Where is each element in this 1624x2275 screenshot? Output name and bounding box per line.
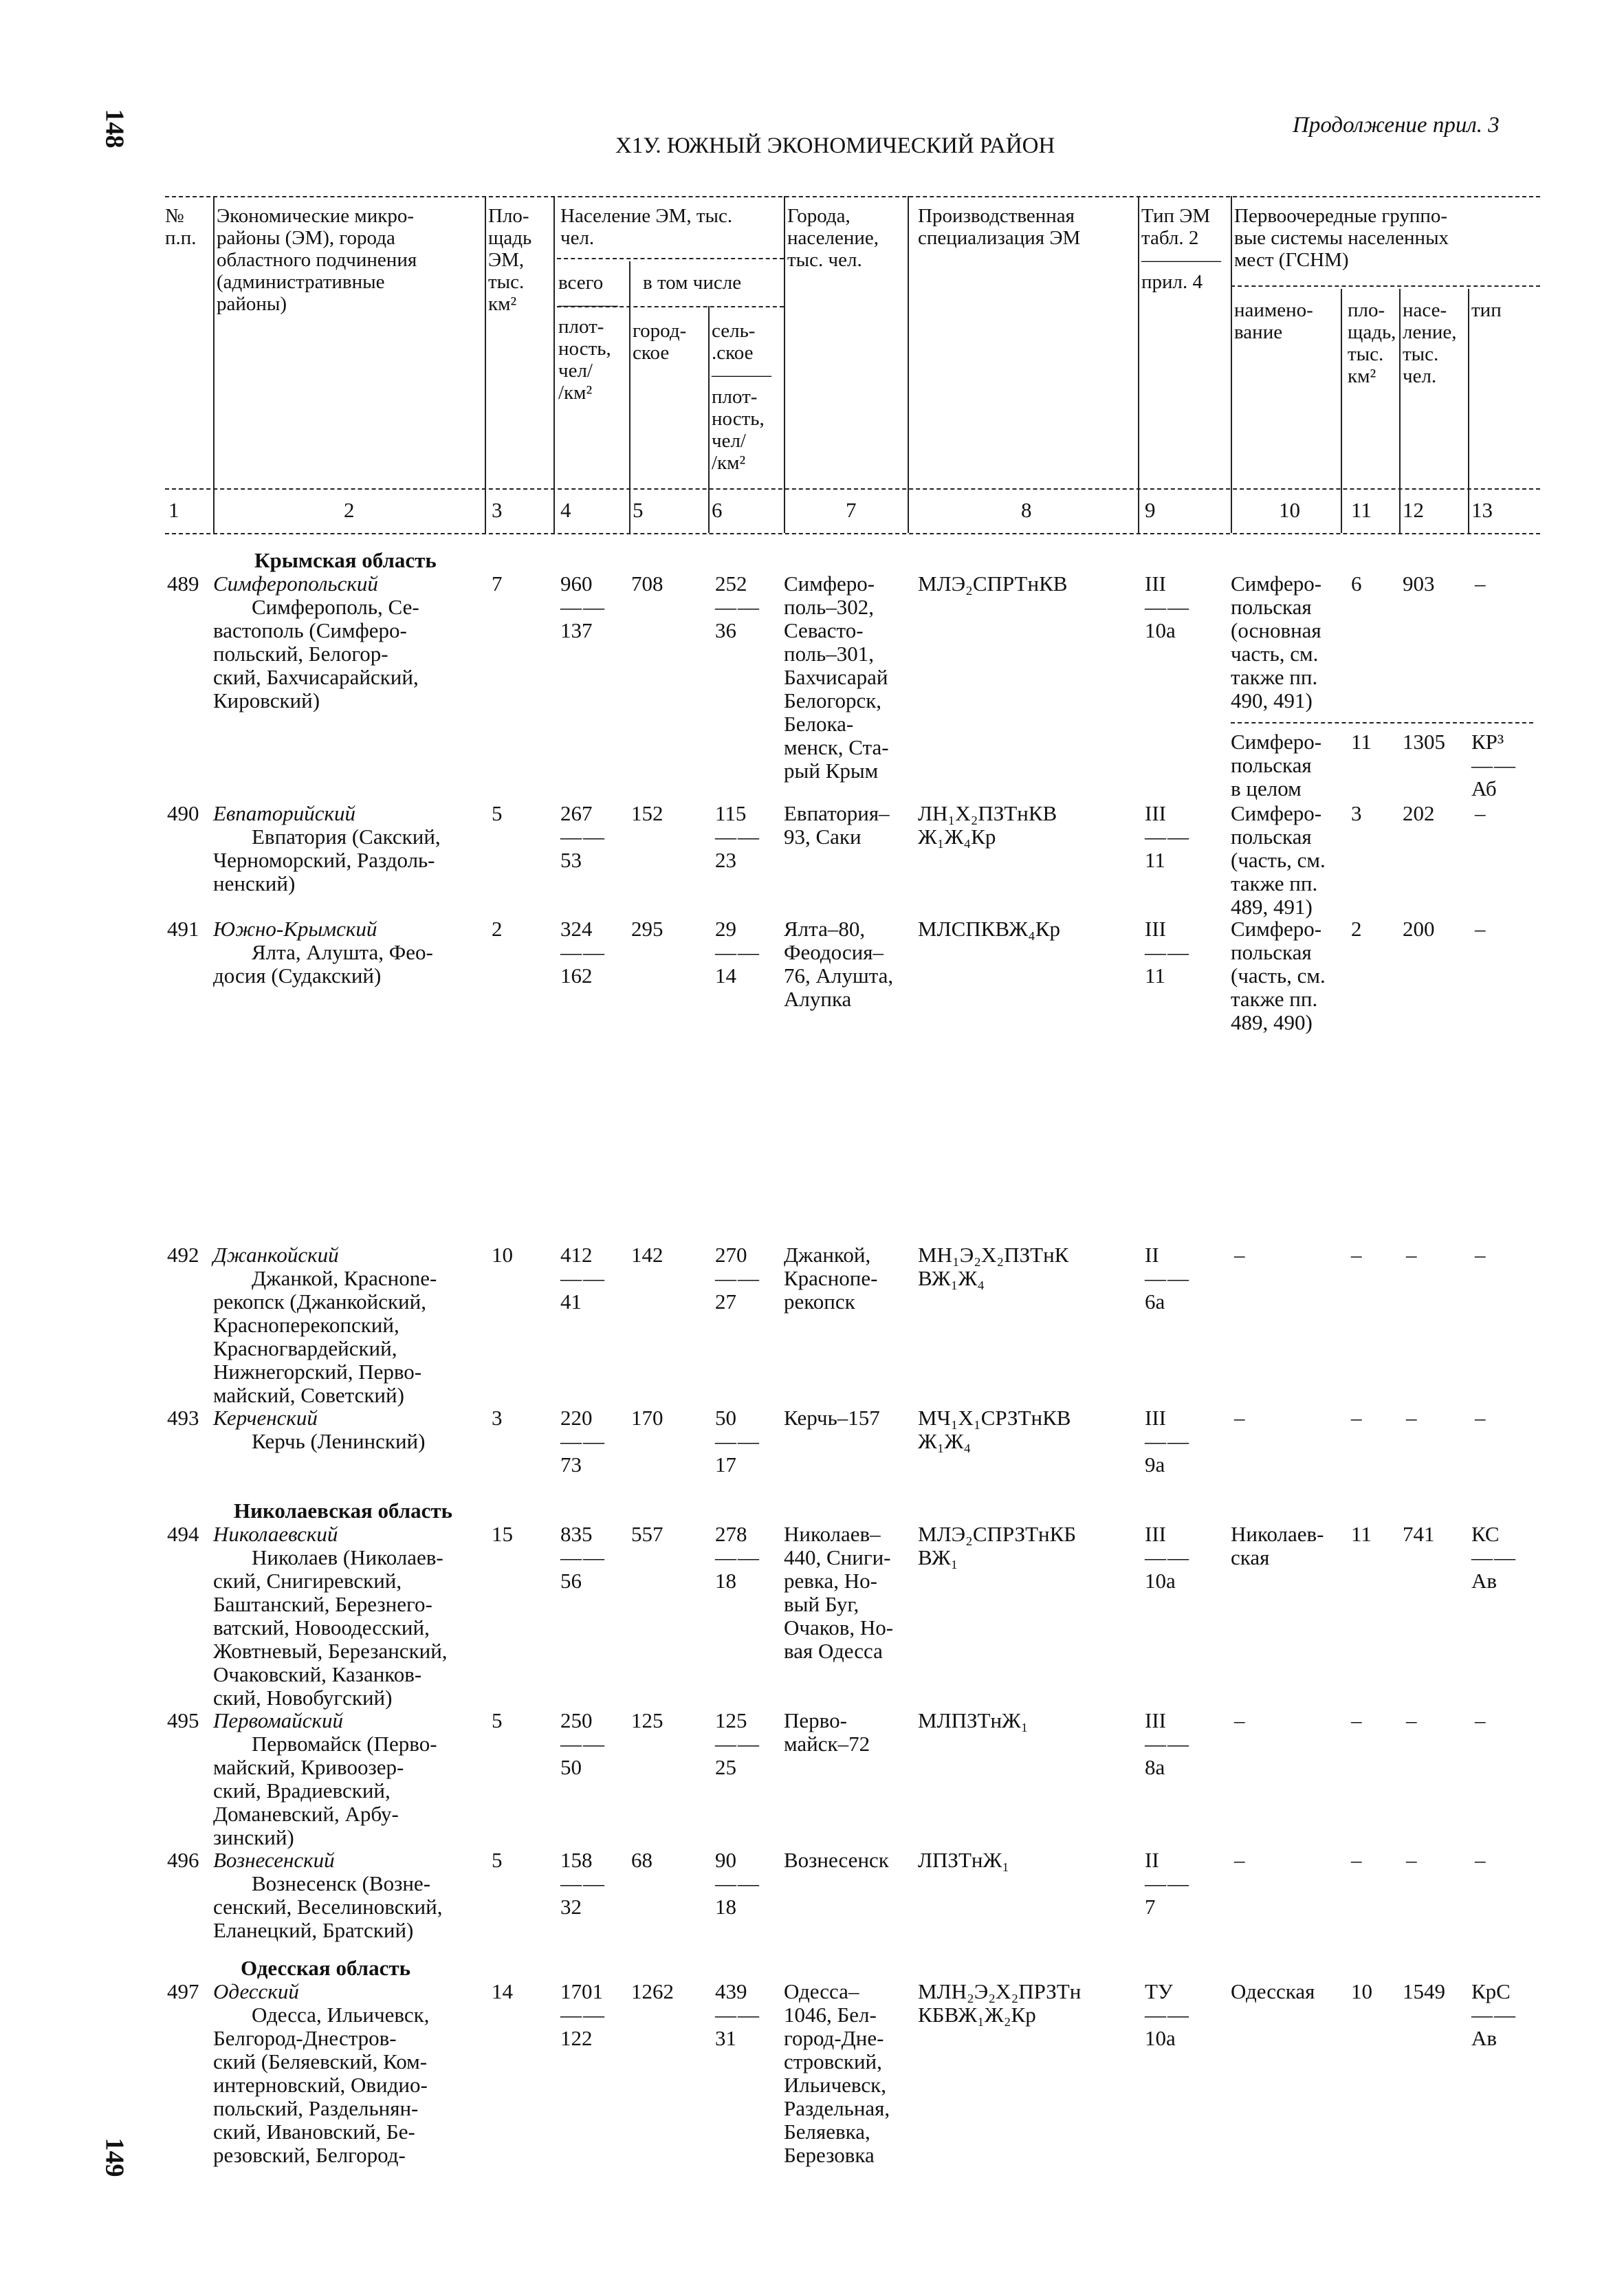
- em-type-fraction: [1145, 1709, 1190, 1779]
- population-total: 324: [560, 917, 593, 941]
- fraction-bar: ——: [1145, 1871, 1190, 1895]
- col-header-gsnm-pop: насе- ление, тыс. чел.: [1403, 299, 1457, 387]
- em-type-fraction: [1145, 917, 1190, 988]
- rural-population: 252: [715, 572, 747, 596]
- fraction-bar: ——: [560, 940, 606, 964]
- gsnm-type: –: [1475, 1243, 1486, 1267]
- em-type: II: [1145, 1243, 1159, 1267]
- gsnm-type-sub: Аб: [1471, 776, 1497, 801]
- fraction-bar: ——: [1471, 753, 1517, 777]
- gsnm-name: Николаев- ская: [1231, 1522, 1324, 1569]
- area-value: 7: [492, 572, 503, 596]
- microregion-name: Николаевский: [213, 1522, 338, 1546]
- col-sep-11: [1399, 289, 1401, 533]
- rural-density: 14: [715, 964, 736, 988]
- rural-population: 115: [715, 801, 747, 825]
- col-sep-6: [784, 196, 785, 533]
- gsnm-type: –: [1475, 1708, 1486, 1732]
- population-total: 1701: [560, 1979, 603, 2003]
- em-type: III: [1145, 801, 1166, 825]
- em-type-fraction: [1145, 1243, 1190, 1314]
- em-type: II: [1145, 1848, 1159, 1872]
- fraction-bar: ——: [1145, 1545, 1190, 1569]
- rural-population: 125: [715, 1708, 747, 1732]
- population-density: 53: [560, 848, 582, 872]
- urban-population: 708: [631, 572, 663, 596]
- row-number: 492: [167, 1243, 199, 1267]
- rural-density: 17: [715, 1452, 736, 1477]
- em-type-fraction: [1145, 802, 1190, 872]
- page-title: X1У. ЮЖНЫЙ ЭКОНОМИЧЕСКИЙ РАЙОН: [615, 133, 1055, 158]
- fraction-bar: ——: [715, 940, 760, 964]
- area-value: 5: [492, 1708, 503, 1732]
- gsnm-population: –: [1406, 1406, 1417, 1430]
- gsnm-name: Симферо- польская (часть, см. также пп. 489, 491): [1231, 801, 1326, 919]
- em-type-table: 6а: [1145, 1289, 1165, 1314]
- fraction-bar: ——: [560, 1429, 606, 1453]
- gsnm-area: 3: [1351, 801, 1362, 825]
- gsnm-type: КС: [1471, 1522, 1500, 1546]
- colnum-bottom-rule: [165, 533, 1540, 534]
- col-header-microregions: Экономические микро- районы (ЭМ), города областного подчинения (административные районы): [217, 205, 417, 315]
- col-sep-12: [1468, 289, 1469, 533]
- continuation-note: Продолжение прил. 3: [1293, 113, 1500, 138]
- col-header-gsnm-type: тип: [1471, 299, 1502, 321]
- area-value: 2: [492, 917, 503, 941]
- fraction-bar: ——: [560, 1732, 606, 1756]
- rural-density: 18: [715, 1895, 736, 1919]
- specialization: МЛСПКВЖ₄Кр: [918, 917, 1060, 941]
- gsnm-name: Симферо- польская в целом: [1231, 730, 1322, 801]
- population-density-fraction: [560, 917, 606, 988]
- gsnm-type: –: [1475, 572, 1486, 596]
- page-number-149: 149: [100, 2137, 129, 2177]
- col-header-gsnm-group: Первоочередные группо- вые системы населенных мест (ГСНМ): [1234, 205, 1449, 271]
- population-density-fraction: [560, 1523, 606, 1593]
- fraction-bar: ——: [560, 1266, 606, 1290]
- rural-density-fraction: [715, 572, 760, 642]
- col-sep-8: [1138, 196, 1139, 533]
- gsnm-name: Симферо- польская (часть, см. также пп. 489, 490): [1231, 917, 1326, 1034]
- population-density-fraction: [560, 802, 606, 872]
- section-heading: Крымская область: [254, 548, 437, 572]
- cities-list: Вознесенск: [784, 1848, 889, 1872]
- em-type: III: [1145, 1406, 1166, 1430]
- population-total: 835: [560, 1522, 593, 1546]
- microregion-name: Симферопольский: [213, 572, 378, 596]
- col-sep-1: [213, 196, 215, 533]
- col-sep-5: [708, 306, 710, 533]
- microregion-name: Евпаторийский: [213, 801, 356, 825]
- em-type-table: 10а: [1145, 618, 1176, 642]
- gsnm-type-sub: Ав: [1471, 2026, 1497, 2050]
- specialization: МЛПЗТнЖ₁: [918, 1708, 1029, 1732]
- microregion-description: Симферополь, Се- вастополь (Симферо- польский, Белогор- ский, Бахчисарайский, Кировский): [213, 595, 419, 712]
- gsnm-name: Симферо- польская (основная часть, см. также пп. 490, 491): [1231, 572, 1322, 712]
- em-type: III: [1145, 572, 1166, 596]
- row-number: 493: [167, 1406, 199, 1430]
- row-number: 489: [167, 572, 199, 596]
- fraction-bar: ——: [715, 2003, 760, 2027]
- em-type-table: 11: [1145, 964, 1165, 988]
- fraction-bar: ——: [715, 1871, 760, 1895]
- specialization: МЛЭ₂СПРТнКВ: [918, 572, 1068, 596]
- rural-density: 18: [715, 1569, 736, 1593]
- fraction-bar: ——: [560, 1871, 606, 1895]
- microregion-name: Джанкойский: [213, 1243, 339, 1267]
- table-top-rule: [165, 196, 1540, 197]
- row-number: 497: [167, 1979, 199, 2003]
- em-type: III: [1145, 1708, 1166, 1732]
- col-header-rural: сель- .ское ——— плот- ность, чел/ /км²: [712, 320, 771, 474]
- em-type-table: 8а: [1145, 1755, 1165, 1779]
- col-sep-3: [553, 196, 555, 533]
- rural-population: 29: [715, 917, 736, 941]
- em-type-fraction: [1145, 1523, 1190, 1593]
- col-header-gsnm-area: пло- щадь, тыс. км²: [1348, 299, 1396, 387]
- area-value: 14: [492, 1979, 513, 2003]
- gsnm-population: –: [1406, 1848, 1417, 1872]
- rural-density: 23: [715, 848, 736, 872]
- population-density-fraction: [560, 572, 606, 642]
- section-heading: Одесская область: [241, 1956, 410, 1980]
- fraction-bar: ——: [560, 1545, 606, 1569]
- rural-density-fraction: [715, 1243, 760, 1314]
- rural-density-fraction: [715, 802, 760, 872]
- cities-list: Николаев– 440, Сниги- ревка, Но- вый Буг, Очаков, Но- вая Одесса: [784, 1522, 894, 1663]
- gsnm-type-fraction: [1471, 730, 1517, 801]
- gsnm-area: –: [1351, 1848, 1362, 1872]
- fraction-bar: ——: [1471, 2003, 1517, 2027]
- area-value: 3: [492, 1406, 503, 1430]
- gsnm-area: –: [1351, 1406, 1362, 1430]
- rural-population: 439: [715, 1979, 747, 2003]
- col-header-specialization: Производственная специализация ЭМ: [918, 205, 1081, 249]
- fraction-bar: ——: [715, 1545, 760, 1569]
- microregion-name: Одесский: [213, 1979, 299, 2003]
- microregion-name: Первомайский: [213, 1708, 344, 1732]
- cities-list: Джанкой, Краснопе- рекопск: [784, 1243, 878, 1314]
- gsnm-type: КрС: [1471, 1979, 1511, 2003]
- gsnm-type: –: [1475, 1848, 1486, 1872]
- microregion-name: Южно-Крымский: [213, 917, 377, 941]
- col-header-urban: город- ское: [633, 320, 687, 364]
- fraction-bar: ——: [715, 1429, 760, 1453]
- gsnm-divider: [1231, 722, 1533, 723]
- col-header-incl-group: в том числе: [643, 272, 742, 294]
- rural-density: 27: [715, 1289, 736, 1314]
- fraction-bar: ——: [715, 1732, 760, 1756]
- urban-population: 557: [631, 1522, 663, 1546]
- col-number: 10: [1279, 498, 1300, 522]
- area-value: 5: [492, 801, 503, 825]
- gsnm-name: –: [1234, 1848, 1245, 1872]
- em-type-fraction: [1145, 1849, 1190, 1919]
- population-total: 267: [560, 801, 593, 825]
- population-density-fraction: [560, 1849, 606, 1919]
- population-density: 73: [560, 1452, 582, 1477]
- cities-list: Керчь–157: [784, 1406, 880, 1430]
- gsnm-population: 200: [1403, 917, 1435, 941]
- gsnm-area: 11: [1351, 1522, 1372, 1546]
- rural-density: 36: [715, 618, 736, 642]
- gsnm-type: –: [1475, 801, 1486, 825]
- population-density: 50: [560, 1755, 582, 1779]
- population-density-fraction: [560, 1709, 606, 1779]
- population-density: 137: [560, 618, 593, 642]
- fraction-bar: ——: [1145, 1266, 1190, 1290]
- population-density-fraction: [560, 1406, 606, 1477]
- em-type: ТУ: [1145, 1979, 1173, 2003]
- gsnm-type: –: [1475, 917, 1486, 941]
- area-value: 5: [492, 1848, 503, 1872]
- specialization: ЛН₁Х₂ПЗТнКВ Ж₁Ж₄Кр: [918, 801, 1057, 849]
- em-type-table: 10а: [1145, 2026, 1176, 2050]
- col-header-cities: Города, население, тыс. чел.: [787, 205, 879, 271]
- col-sep-4: [629, 261, 630, 533]
- population-total: 412: [560, 1243, 593, 1267]
- row-number: 496: [167, 1848, 199, 1872]
- col-number: 3: [492, 498, 503, 522]
- population-density: 32: [560, 1895, 582, 1919]
- col-header-em-type: Тип ЭМ табл. 2 ———— прил. 4: [1141, 205, 1221, 293]
- fraction-bar: ——: [560, 825, 606, 849]
- fraction-bar: ——: [1145, 2003, 1190, 2027]
- col-sep-9: [1231, 196, 1232, 533]
- urban-population: 125: [631, 1708, 663, 1732]
- pop-group-rule: [557, 258, 784, 259]
- gsnm-area: –: [1351, 1708, 1362, 1732]
- col-number: 2: [344, 498, 355, 522]
- gsnm-name: Одесская: [1231, 1979, 1315, 2003]
- col-number: 4: [560, 498, 571, 522]
- rural-density-fraction: [715, 1849, 760, 1919]
- gsnm-area: 6: [1351, 572, 1362, 596]
- gsnm-type: КР³: [1471, 730, 1504, 754]
- section-heading: Николаевская область: [234, 1499, 452, 1523]
- fraction-bar: ——: [715, 825, 760, 849]
- gsnm-population: –: [1406, 1243, 1417, 1267]
- fraction-bar: ——: [560, 595, 606, 619]
- gsnm-group-rule: [1231, 285, 1540, 287]
- col-header-gsnm-name: наимено- вание: [1234, 299, 1313, 343]
- gsnm-name: –: [1234, 1708, 1245, 1732]
- row-number: 491: [167, 917, 199, 941]
- gsnm-area: 11: [1351, 730, 1372, 754]
- population-total: 158: [560, 1848, 593, 1872]
- gsnm-population: 202: [1403, 801, 1435, 825]
- col-header-population-total: всего ——— плот- ность, чел/ /км²: [558, 272, 618, 404]
- specialization: МЧ₁Х₁СРЗТнКВ Ж₁Ж₄: [918, 1406, 1071, 1453]
- population-density: 41: [560, 1289, 582, 1314]
- specialization: МН₁Э₂Х₂ПЗТнК ВЖ₁Ж₄: [918, 1243, 1069, 1290]
- header-bottom-rule: [165, 488, 1540, 490]
- fraction-bar: ——: [715, 1266, 760, 1290]
- urban-population: 68: [631, 1848, 652, 1872]
- microregion-description: Вознесенск (Возне- сенский, Веселиновский, Еланецкий, Братский): [213, 1871, 443, 1942]
- population-total: 960: [560, 572, 593, 596]
- em-type-table: 9а: [1145, 1452, 1165, 1477]
- col-number: 9: [1145, 498, 1156, 522]
- fraction-bar: ——: [1145, 825, 1190, 849]
- em-type-table: 10а: [1145, 1569, 1176, 1593]
- population-total: 220: [560, 1406, 593, 1430]
- fraction-bar: ——: [1145, 595, 1190, 619]
- population-total: 250: [560, 1708, 593, 1732]
- cities-list: Перво- майск–72: [784, 1708, 870, 1756]
- fraction-bar: ——: [1145, 1732, 1190, 1756]
- em-type-table: 11: [1145, 848, 1165, 872]
- em-type-fraction: [1145, 1406, 1190, 1477]
- rural-density-fraction: [715, 1980, 760, 2050]
- gsnm-type: –: [1475, 1406, 1486, 1430]
- urban-population: 170: [631, 1406, 663, 1430]
- em-type: III: [1145, 917, 1166, 941]
- col-sep-2: [485, 196, 486, 533]
- col-number: 13: [1471, 498, 1493, 522]
- area-value: 10: [492, 1243, 513, 1267]
- cities-list: Ялта–80, Феодосия– 76, Алушта, Алупка: [784, 917, 894, 1011]
- page-number-148: 148: [100, 109, 129, 149]
- microregion-description: Керчь (Ленинский): [252, 1429, 426, 1453]
- gsnm-population: 1305: [1403, 730, 1445, 754]
- population-density: 122: [560, 2026, 593, 2050]
- microregion-description: Евпатория (Сакский, Черноморский, Раздоль- ненский): [213, 825, 441, 895]
- col-number: 11: [1351, 498, 1372, 522]
- urban-population: 152: [631, 801, 663, 825]
- specialization: МЛЭ₂СПРЗТнКБ ВЖ₁: [918, 1522, 1077, 1569]
- fraction-bar: ——: [715, 595, 760, 619]
- em-type-fraction: [1145, 1980, 1190, 2050]
- col-number: 5: [633, 498, 644, 522]
- gsnm-population: –: [1406, 1708, 1417, 1732]
- col-header-number: № п.п.: [165, 205, 197, 249]
- fraction-bar: ——: [1471, 1545, 1517, 1569]
- col-number: 6: [712, 498, 723, 522]
- urban-population: 142: [631, 1243, 663, 1267]
- cities-list: Одесса– 1046, Бел- город-Дне- стровский, Ильичевск, Раздельная, Беляевка, Березовка: [784, 1979, 890, 2167]
- rural-density-fraction: [715, 917, 760, 988]
- rural-density: 31: [715, 2026, 736, 2050]
- gsnm-name: –: [1234, 1406, 1245, 1430]
- area-value: 15: [492, 1522, 513, 1546]
- col-number: 1: [168, 498, 179, 522]
- specialization: МЛН₂Э₂Х₂ПРЗТн КБВЖ₁Ж₂Кр: [918, 1979, 1082, 2027]
- row-number: 494: [167, 1522, 199, 1546]
- em-type-table: 7: [1145, 1895, 1156, 1919]
- rural-population: 50: [715, 1406, 736, 1430]
- microregion-name: Керченский: [213, 1406, 318, 1430]
- microregion-description: Джанкой, Красноnе- рекопск (Джанкойский, Красноперекопский, Красногвардейский, Нижнегорский, Перво- майский, Советский): [213, 1266, 437, 1407]
- gsnm-area: –: [1351, 1243, 1362, 1267]
- gsnm-area: 10: [1351, 1979, 1372, 2003]
- col-header-area: Пло- щадь ЭМ, тыс. км²: [488, 205, 532, 315]
- gsnm-population: 741: [1403, 1522, 1435, 1546]
- microregion-description: Первомайск (Перво- майский, Кривоозер- ский, Врадиевский, Доманевский, Арбу- зинский): [213, 1732, 437, 1849]
- gsnm-type-fraction: [1471, 1980, 1517, 2050]
- urban-population: 295: [631, 917, 663, 941]
- rural-population: 90: [715, 1848, 736, 1872]
- population-density: 56: [560, 1569, 582, 1593]
- specialization: ЛПЗТнЖ₁: [918, 1848, 1010, 1872]
- microregion-description: Одесса, Ильичевск, Белгород-Днестров- ский (Беляевский, Ком- интерновский, Овидио- польский, Раздельнян- ский, Ивановский, Бе- резовский, Белгород-: [213, 2003, 430, 2167]
- col-sep-7: [908, 196, 909, 533]
- cities-list: Симферо- поль–302, Севасто- поль–301, Бахчисарай Белогорск, Белока- менск, Ста- рый Крым: [784, 572, 889, 783]
- col-number: 7: [846, 498, 857, 522]
- gsnm-population: 903: [1403, 572, 1435, 596]
- col-number: 8: [1021, 498, 1032, 522]
- population-density-fraction: [560, 1980, 606, 2050]
- col-header-population-group: Население ЭМ, тыс. чел.: [560, 205, 733, 249]
- gsnm-name: –: [1234, 1243, 1245, 1267]
- row-number: 495: [167, 1708, 199, 1732]
- population-density: 162: [560, 964, 593, 988]
- gsnm-type-sub: Ав: [1471, 1569, 1497, 1593]
- gsnm-area: 2: [1351, 917, 1362, 941]
- microregion-description: Ялта, Алушта, Фео- досия (Судакский): [213, 940, 433, 988]
- fraction-bar: ——: [1145, 1429, 1190, 1453]
- fraction-bar: ——: [560, 2003, 606, 2027]
- cities-list: Евпатория– 93, Саки: [784, 801, 890, 849]
- rural-density-fraction: [715, 1523, 760, 1593]
- population-density-fraction: [560, 1243, 606, 1314]
- em-type-fraction: [1145, 572, 1190, 642]
- urban-population: 1262: [631, 1979, 674, 2003]
- col-number: 12: [1403, 498, 1424, 522]
- gsnm-type-fraction: [1471, 1523, 1517, 1593]
- gsnm-population: 1549: [1403, 1979, 1445, 2003]
- rural-density-fraction: [715, 1406, 760, 1477]
- rural-density-fraction: [715, 1709, 760, 1779]
- rural-density: 25: [715, 1755, 736, 1779]
- row-number: 490: [167, 801, 199, 825]
- col-sep-10: [1341, 289, 1342, 533]
- microregion-name: Вознесенский: [213, 1848, 335, 1872]
- fraction-bar: ——: [1145, 940, 1190, 964]
- rural-population: 270: [715, 1243, 747, 1267]
- microregion-description: Николаев (Николаев- ский, Снигиревский, Баштанский, Березнего- ватский, Новоодесский, Жовтневый, Березанский, Очаковский, Казанков- ский, Новобугский): [213, 1545, 448, 1710]
- em-type: III: [1145, 1522, 1166, 1546]
- rural-population: 278: [715, 1522, 747, 1546]
